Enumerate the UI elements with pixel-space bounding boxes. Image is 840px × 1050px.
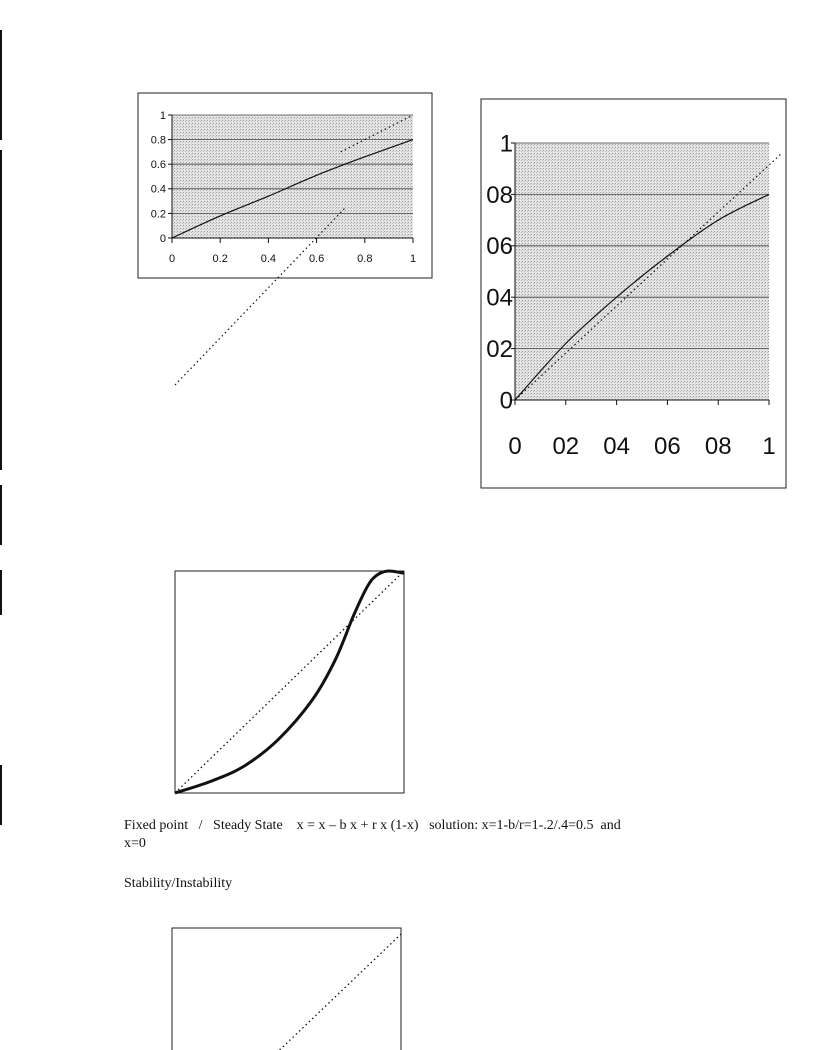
caption-line-2: x=0 bbox=[124, 836, 146, 851]
caption-line-1: Fixed point / Steady State x = x – b x + r x (1-x) solution: x=1-b/r=1-.2/.4=0.5 and bbox=[124, 818, 621, 833]
x-tick-label: 04 bbox=[603, 433, 630, 460]
y-tick-label: 04 bbox=[486, 284, 513, 312]
x-tick-label: 0.6 bbox=[308, 253, 325, 265]
plot-frame bbox=[172, 928, 401, 1050]
x-tick-label: 02 bbox=[552, 433, 580, 460]
x-tick-label: 06 bbox=[654, 433, 681, 460]
y-tick-label: 0.2 bbox=[150, 208, 166, 221]
y-tick-label: 0.8 bbox=[150, 134, 166, 147]
x-tick-label: 0.4 bbox=[260, 253, 277, 265]
y-tick-label: 1 bbox=[159, 109, 166, 122]
y-tick-label: 1 bbox=[499, 130, 513, 158]
x-tick-label: 1 bbox=[762, 433, 776, 460]
x-tick-label: 08 bbox=[704, 433, 732, 460]
y-tick-label: 0 bbox=[499, 387, 513, 415]
y-tick-label: 06 bbox=[486, 233, 513, 261]
y-tick-label: 0 bbox=[159, 232, 166, 245]
y-tick-label: 08 bbox=[486, 181, 513, 209]
x-tick-label: 0 bbox=[508, 433, 522, 460]
stability-heading: Stability/Instability bbox=[124, 876, 233, 891]
y-tick-label: 02 bbox=[486, 336, 513, 363]
y-tick-label: 0.4 bbox=[150, 183, 166, 196]
x-tick-label: 0.8 bbox=[357, 253, 373, 265]
fixed-point-caption bbox=[124, 817, 744, 853]
x-tick-label: 0.2 bbox=[212, 253, 228, 265]
y-tick-label: 0.6 bbox=[150, 159, 166, 172]
x-tick-label: 1 bbox=[409, 253, 417, 265]
x-tick-label: 0 bbox=[168, 253, 176, 265]
